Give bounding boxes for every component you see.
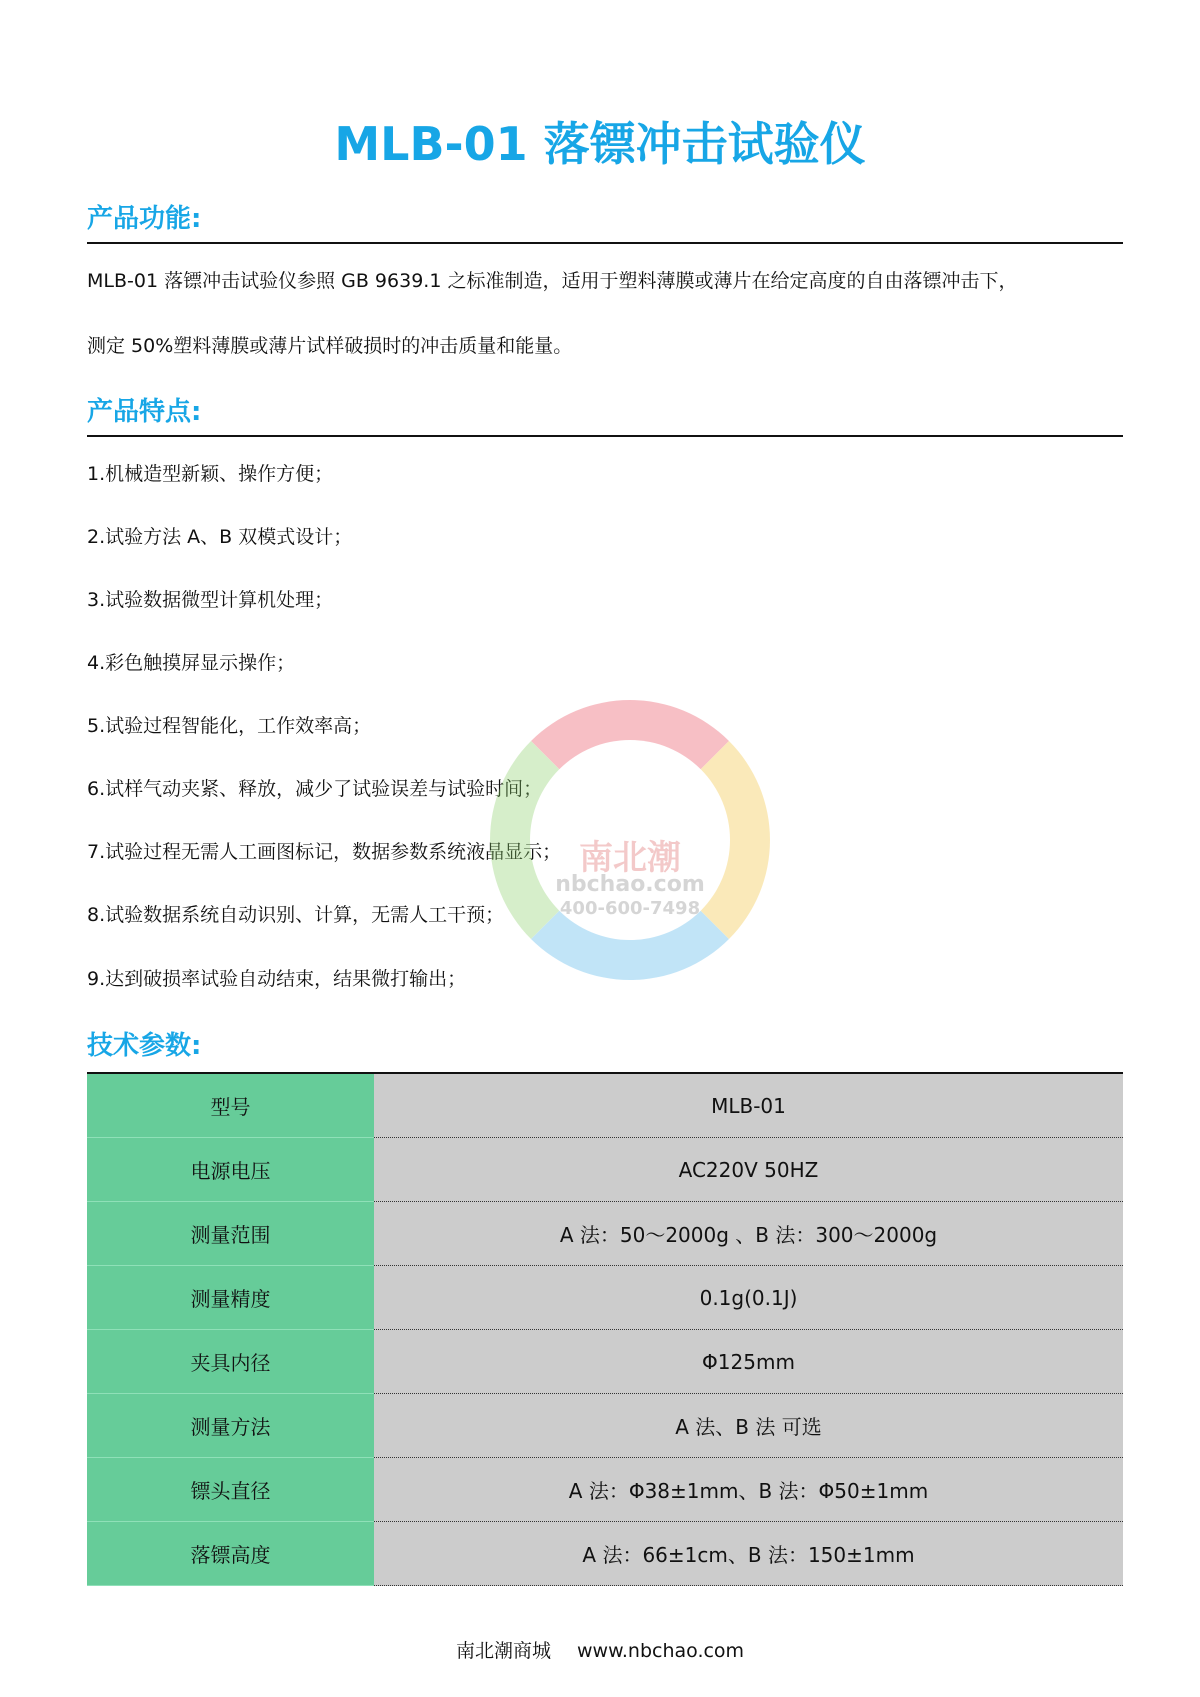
spec-key: 落镖高度 [87, 1522, 374, 1586]
spec-key: 测量方法 [87, 1394, 374, 1458]
table-row [87, 1394, 1123, 1458]
feature-item: 2.试验方法 A、B 双模式设计； [87, 526, 353, 548]
divider [87, 435, 1123, 437]
section-heading-function: 产品功能: [87, 204, 202, 234]
feature-item: 8.试验数据系统自动识别、计算，无需人工干预； [87, 904, 505, 926]
spec-key: 测量精度 [87, 1266, 374, 1330]
spec-value: A 法：66±1cm、B 法：150±1mm [374, 1522, 1123, 1586]
spec-value: A 法、B 法 可选 [374, 1394, 1123, 1458]
table-row [87, 1202, 1123, 1266]
feature-item: 7.试验过程无需人工画图标记，数据参数系统液晶显示； [87, 841, 562, 863]
feature-item: 3.试验数据微型计算机处理； [87, 589, 334, 611]
function-text-line: MLB-01 落镖冲击试验仪参照 GB 9639.1 之标准制造，适用于塑料薄膜或薄片在给定高度的自由落镖冲击下， [87, 270, 1018, 292]
footer-shop: 南北潮商城 [455, 1640, 551, 1662]
spec-key: 型号 [87, 1073, 374, 1138]
spec-value: Φ125mm [374, 1330, 1123, 1394]
watermark-phone: 400-600-7498 [559, 898, 701, 919]
spec-value: MLB-01 [374, 1073, 1123, 1138]
spec-value: 0.1g(0.1J) [374, 1266, 1123, 1330]
table-row [87, 1458, 1123, 1522]
spec-key: 电源电压 [87, 1138, 374, 1202]
spec-value: A 法：50～2000g 、B 法：300～2000g [374, 1202, 1123, 1266]
spec-key: 镖头直径 [87, 1458, 374, 1522]
footer [0, 1636, 1200, 1663]
feature-item: 9.达到破损率试验自动结束，结果微打输出； [87, 968, 467, 990]
watermark-site: nbchao.com [555, 872, 705, 897]
spec-key: 测量范围 [87, 1202, 374, 1266]
spec-key: 夹具内径 [87, 1330, 374, 1394]
footer-url[interactable]: www.nbchao.com [577, 1640, 745, 1662]
watermark-name: 南北潮 [579, 838, 681, 878]
feature-item: 6.试样气动夹紧、释放，减少了试验误差与试验时间； [87, 778, 543, 800]
feature-item: 5.试验过程智能化，工作效率高； [87, 715, 372, 737]
function-text-line: 测定 50%塑料薄膜或薄片试样破损时的冲击质量和能量。 [87, 335, 573, 357]
page-title: MLB-01 落镖冲击试验仪 [334, 117, 866, 171]
spec-value: AC220V 50HZ [374, 1138, 1123, 1202]
spec-table [87, 1072, 1123, 1586]
spec-value: A 法：Φ38±1mm、B 法：Φ50±1mm [374, 1458, 1123, 1522]
section-heading-features: 产品特点: [87, 397, 202, 427]
table-row [87, 1522, 1123, 1586]
divider [87, 242, 1123, 244]
table-row [87, 1138, 1123, 1202]
table-row [87, 1073, 1123, 1138]
feature-item: 4.彩色触摸屏显示操作； [87, 652, 296, 674]
feature-item: 1.机械造型新颖、操作方便； [87, 463, 334, 485]
table-row [87, 1330, 1123, 1394]
table-row [87, 1266, 1123, 1330]
section-heading-specs: 技术参数: [87, 1031, 202, 1061]
